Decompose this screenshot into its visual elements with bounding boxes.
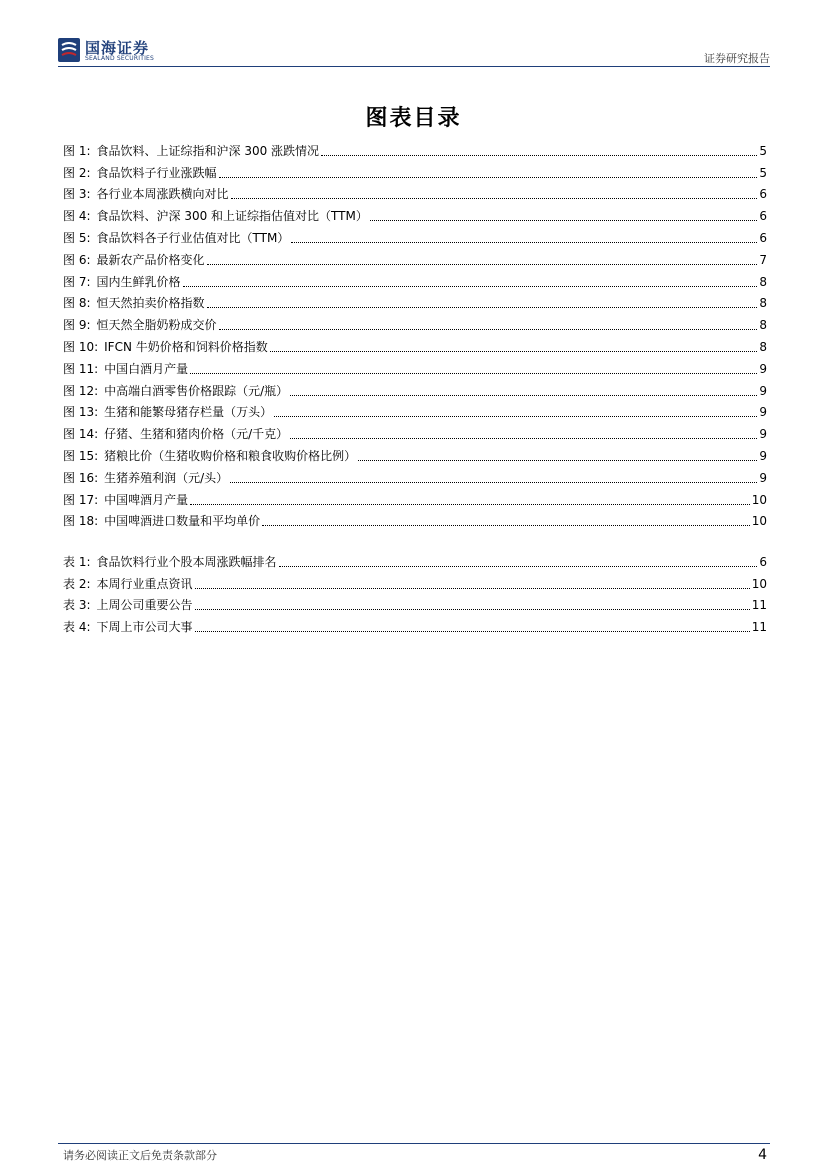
toc-entry-number: 表 2: <box>63 576 91 591</box>
toc-entry-number: 图 16: <box>63 470 99 485</box>
figure-toc-entry[interactable] <box>63 464 767 486</box>
disclaimer-note: 请务必阅读正文后免责条款部分 <box>63 1149 217 1162</box>
toc-entry-page: 9 <box>759 383 767 398</box>
dot-leader <box>290 394 757 396</box>
toc-entry-number: 图 8: <box>63 296 91 311</box>
toc-entry-number: 图 11: <box>63 361 99 376</box>
toc-entry-page: 9 <box>759 448 767 463</box>
toc-entry-page: 8 <box>759 339 767 354</box>
toc-entry-title: 食品饮料、沪深 300 和上证综指估值对比（TTM） <box>96 209 368 224</box>
toc-entry-page: 11 <box>751 620 767 635</box>
figure-toc-entry[interactable] <box>63 181 767 203</box>
toc-entry-title: 各行业本周涨跌横向对比 <box>96 187 229 202</box>
toc-entry-page: 10 <box>751 576 767 591</box>
toc-entry-page: 8 <box>759 318 767 333</box>
toc-entry-page: 8 <box>759 296 767 311</box>
toc-entry-page: 5 <box>759 143 767 158</box>
table-toc-entry[interactable] <box>63 592 767 614</box>
sealand-logo-icon <box>58 38 80 62</box>
toc-entry-title: 食品饮料、上证综指和沪深 300 涨跌情况 <box>96 143 320 158</box>
dot-leader <box>183 285 758 287</box>
dot-leader <box>207 306 758 308</box>
toc-entry-title: 中国啤酒进口数量和平均单价 <box>104 514 261 529</box>
toc-entry-number: 图 10: <box>63 339 99 354</box>
figure-toc-entry[interactable] <box>63 224 767 246</box>
figure-toc-entry[interactable] <box>63 311 767 333</box>
toc-entry-title: 中国啤酒月产量 <box>104 492 189 507</box>
toc-entry-page: 6 <box>759 209 767 224</box>
toc-entry-page: 10 <box>751 492 767 507</box>
toc-entry-page: 10 <box>751 514 767 529</box>
figure-toc-entry[interactable] <box>63 399 767 421</box>
figure-list <box>63 137 767 529</box>
dot-leader <box>370 219 758 221</box>
toc-entry-title: 中国白酒月产量 <box>104 361 189 376</box>
table-toc-entry[interactable] <box>63 613 767 635</box>
table-toc-entry[interactable] <box>63 570 767 592</box>
toc-entry-title: 下周上市公司大事 <box>96 620 193 635</box>
dot-leader <box>219 176 758 178</box>
toc-entry-page: 11 <box>751 598 767 613</box>
toc-entry-page: 7 <box>759 252 767 267</box>
toc-entry-number: 图 9: <box>63 318 91 333</box>
toc-entry-number: 图 17: <box>63 492 99 507</box>
figure-toc-entry[interactable] <box>63 202 767 224</box>
toc-entry-page: 6 <box>759 230 767 245</box>
toc-entry-title: 恒天然拍卖价格指数 <box>96 296 205 311</box>
toc-entry-title: 食品饮料子行业涨跌幅 <box>96 165 217 180</box>
figure-toc-entry[interactable] <box>63 159 767 181</box>
dot-leader <box>291 241 757 243</box>
page-header <box>58 36 770 66</box>
toc-entry-title: 国内生鲜乳价格 <box>96 274 181 289</box>
figure-toc-entry[interactable] <box>63 333 767 355</box>
toc-entry-title: 最新农产品价格变化 <box>96 252 205 267</box>
toc-entry-number: 图 1: <box>63 143 91 158</box>
toc-entry-number: 图 6: <box>63 252 91 267</box>
figure-toc-entry[interactable] <box>63 508 767 530</box>
dot-leader <box>358 459 757 461</box>
toc-entry-title: 猪粮比价（生猪收购价格和粮食收购价格比例） <box>104 448 357 463</box>
toc-entry-number: 图 2: <box>63 165 91 180</box>
toc-entry-page: 6 <box>759 187 767 202</box>
dot-leader <box>290 437 757 439</box>
dot-leader <box>219 328 758 330</box>
toc-entry-number: 图 18: <box>63 514 99 529</box>
table-toc-entry[interactable] <box>63 548 767 570</box>
toc-entry-page: 5 <box>759 165 767 180</box>
toc-entry-number: 表 3: <box>63 598 91 613</box>
toc-entry-title: 食品饮料行业个股本周涨跌幅排名 <box>96 554 277 569</box>
toc-entry-number: 图 4: <box>63 209 91 224</box>
logo-chinese-name: 国海证券 <box>85 39 150 57</box>
dot-leader <box>195 630 750 632</box>
dot-leader <box>262 524 750 526</box>
toc-entry-number: 图 12: <box>63 383 99 398</box>
page-number: 4 <box>758 1147 767 1163</box>
dot-leader <box>321 154 757 156</box>
toc-entry-page: 6 <box>759 554 767 569</box>
toc-entry-number: 表 4: <box>63 620 91 635</box>
dot-leader <box>195 587 750 589</box>
dot-leader <box>274 415 757 417</box>
toc-entry-page: 9 <box>759 405 767 420</box>
toc-entry-number: 图 15: <box>63 448 99 463</box>
footer-divider <box>58 1143 770 1144</box>
toc-entry-title: 本周行业重点资讯 <box>96 576 193 591</box>
dot-leader <box>279 565 758 567</box>
figure-toc-entry[interactable] <box>63 290 767 312</box>
figure-toc-entry[interactable] <box>63 486 767 508</box>
toc-entry-page: 9 <box>759 361 767 376</box>
figure-toc-entry[interactable] <box>63 355 767 377</box>
logo-english-name: SEALAND SECURITIES <box>85 55 155 62</box>
toc-entry-page: 8 <box>759 274 767 289</box>
toc-entry-number: 图 7: <box>63 274 91 289</box>
dot-leader <box>190 372 757 374</box>
toc-entry-title: 生猪和能繁母猪存栏量（万头） <box>104 405 273 420</box>
page-title: 图表目录 <box>365 106 462 131</box>
figure-toc-entry[interactable] <box>63 420 767 442</box>
table-list <box>63 548 767 635</box>
toc-entry-title: 生猪养殖利润（元/头） <box>104 470 229 485</box>
toc-entry-number: 图 13: <box>63 405 99 420</box>
toc-entry-number: 表 1: <box>63 554 91 569</box>
toc-entry-number: 图 14: <box>63 427 99 442</box>
figure-toc-entry[interactable] <box>63 137 767 159</box>
toc-entry-title: 仔猪、生猪和猪肉价格（元/千克） <box>104 427 289 442</box>
header-divider <box>58 66 770 67</box>
dot-leader <box>207 263 758 265</box>
toc-entry-title: IFCN 牛奶价格和饲料价格指数 <box>104 339 268 354</box>
figure-toc-entry[interactable] <box>63 246 767 268</box>
figure-toc-entry[interactable] <box>63 377 767 399</box>
figure-toc-entry[interactable] <box>63 268 767 290</box>
toc-entry-title: 恒天然全脂奶粉成交价 <box>96 318 217 333</box>
toc-entry-title: 中高端白酒零售价格跟踪（元/瓶） <box>104 383 289 398</box>
dot-leader <box>270 350 758 352</box>
toc-entry-page: 9 <box>759 470 767 485</box>
toc-entry-title: 食品饮料各子行业估值对比（TTM） <box>96 230 290 245</box>
dot-leader <box>195 608 750 610</box>
figure-toc-entry[interactable] <box>63 442 767 464</box>
toc-entry-number: 图 3: <box>63 187 91 202</box>
dot-leader <box>231 197 758 199</box>
report-type: 证券研究报告 <box>704 52 770 65</box>
dot-leader <box>190 503 750 505</box>
dot-leader <box>230 481 757 483</box>
toc-entry-page: 9 <box>759 427 767 442</box>
toc-entry-number: 图 5: <box>63 230 91 245</box>
toc-entry-title: 上周公司重要公告 <box>96 598 193 613</box>
